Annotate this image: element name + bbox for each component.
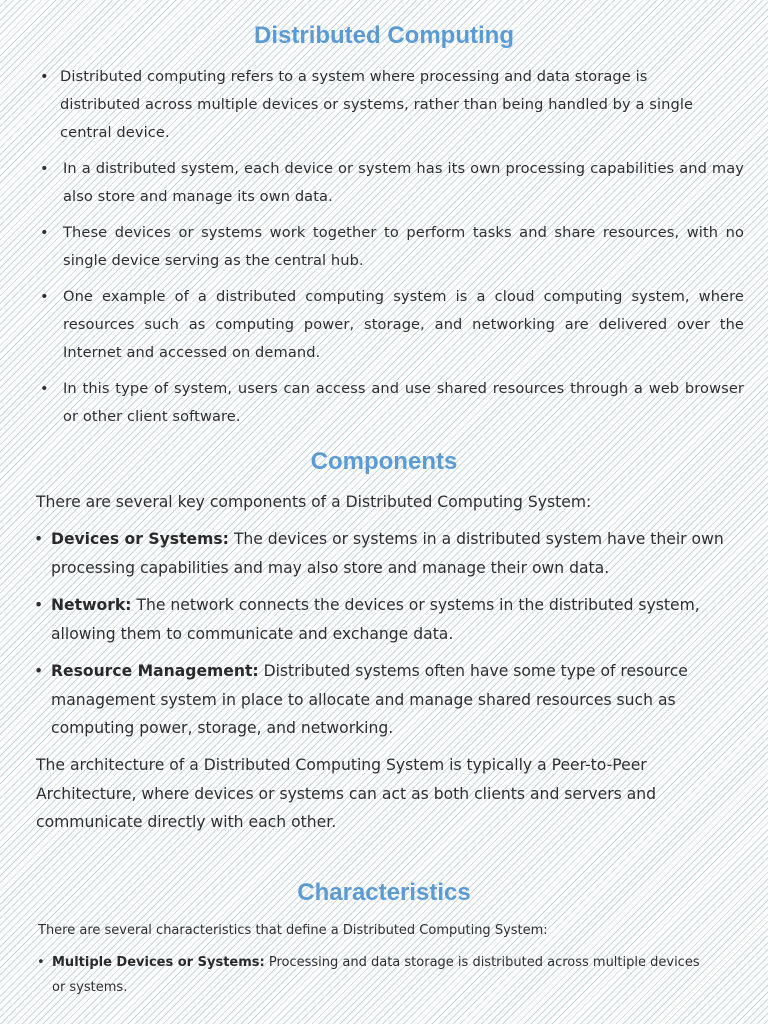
item-text: Processing and data storage is distributed across multiple devices or systems. — [52, 955, 700, 995]
characteristics-intro: There are several characteristics that define a Distributed Computing System: — [38, 923, 548, 938]
list-item — [34, 657, 731, 743]
list-item — [40, 155, 744, 211]
bullet-icon: • — [40, 160, 49, 177]
item-term: Resource Management: — [51, 662, 259, 680]
list-item — [34, 525, 741, 582]
bullet-icon: • — [40, 224, 49, 241]
bullet-text: In this type of system, users can access and use shared resources through a web browser or other client software. — [63, 380, 744, 425]
item-text: The network connects the devices or systems in the distributed system, allowing them to communicate and exchange data. — [51, 596, 700, 643]
list-item — [40, 375, 744, 431]
bullet-icon: • — [40, 288, 49, 305]
section-title-components: Components — [310, 448, 458, 475]
bullet-icon: • — [40, 380, 49, 397]
bullet-text: Distributed computing refers to a system where processing and data storage is distributed across multiple devices or systems, rather than being handled by a single central device. — [60, 68, 694, 141]
bullet-icon: • — [34, 530, 44, 548]
list-item — [40, 219, 744, 275]
list-item — [37, 950, 712, 1000]
architecture-paragraph: The architecture of a Distributed Computing System is typically a Peer-to-Peer Architecture, where devices or systems can act as both clients and servers and communicate directly with each other. — [36, 756, 657, 832]
list-item — [40, 63, 724, 147]
bullet-text: In a distributed system, each device or system has its own processing capabilities and may also store and manage its own data. — [63, 160, 744, 205]
list-item — [40, 283, 744, 367]
bullet-icon: • — [37, 955, 45, 970]
item-text: The devices or systems in a distributed system have their own processing capabilities and may also store and manage their own data. — [51, 530, 724, 577]
section-title-distributed-computing: Distributed Computing — [254, 22, 514, 49]
bullet-icon: • — [34, 662, 44, 680]
item-term: Network: — [51, 596, 132, 614]
bullet-icon: • — [34, 596, 44, 614]
section-title-characteristics: Characteristics — [297, 879, 471, 906]
bullet-text: These devices or systems work together to perform tasks and share resources, with no single device serving as the central hub. — [63, 224, 744, 269]
item-term: Devices or Systems: — [51, 530, 229, 548]
bullet-text: One example of a distributed computing system is a cloud computing system, where resources such as computing power, storage, and networking are delivered over the Internet and accessed on demand. — [63, 288, 744, 361]
bullet-icon: • — [40, 68, 49, 85]
item-term: Multiple Devices or Systems: — [52, 955, 265, 970]
list-item — [34, 591, 741, 648]
item-text: Distributed systems often have some type of resource management system in place to allocate and manage shared resources such as computing power, storage, and networking. — [51, 662, 688, 738]
components-intro: There are several key components of a Distributed Computing System: — [36, 493, 592, 511]
